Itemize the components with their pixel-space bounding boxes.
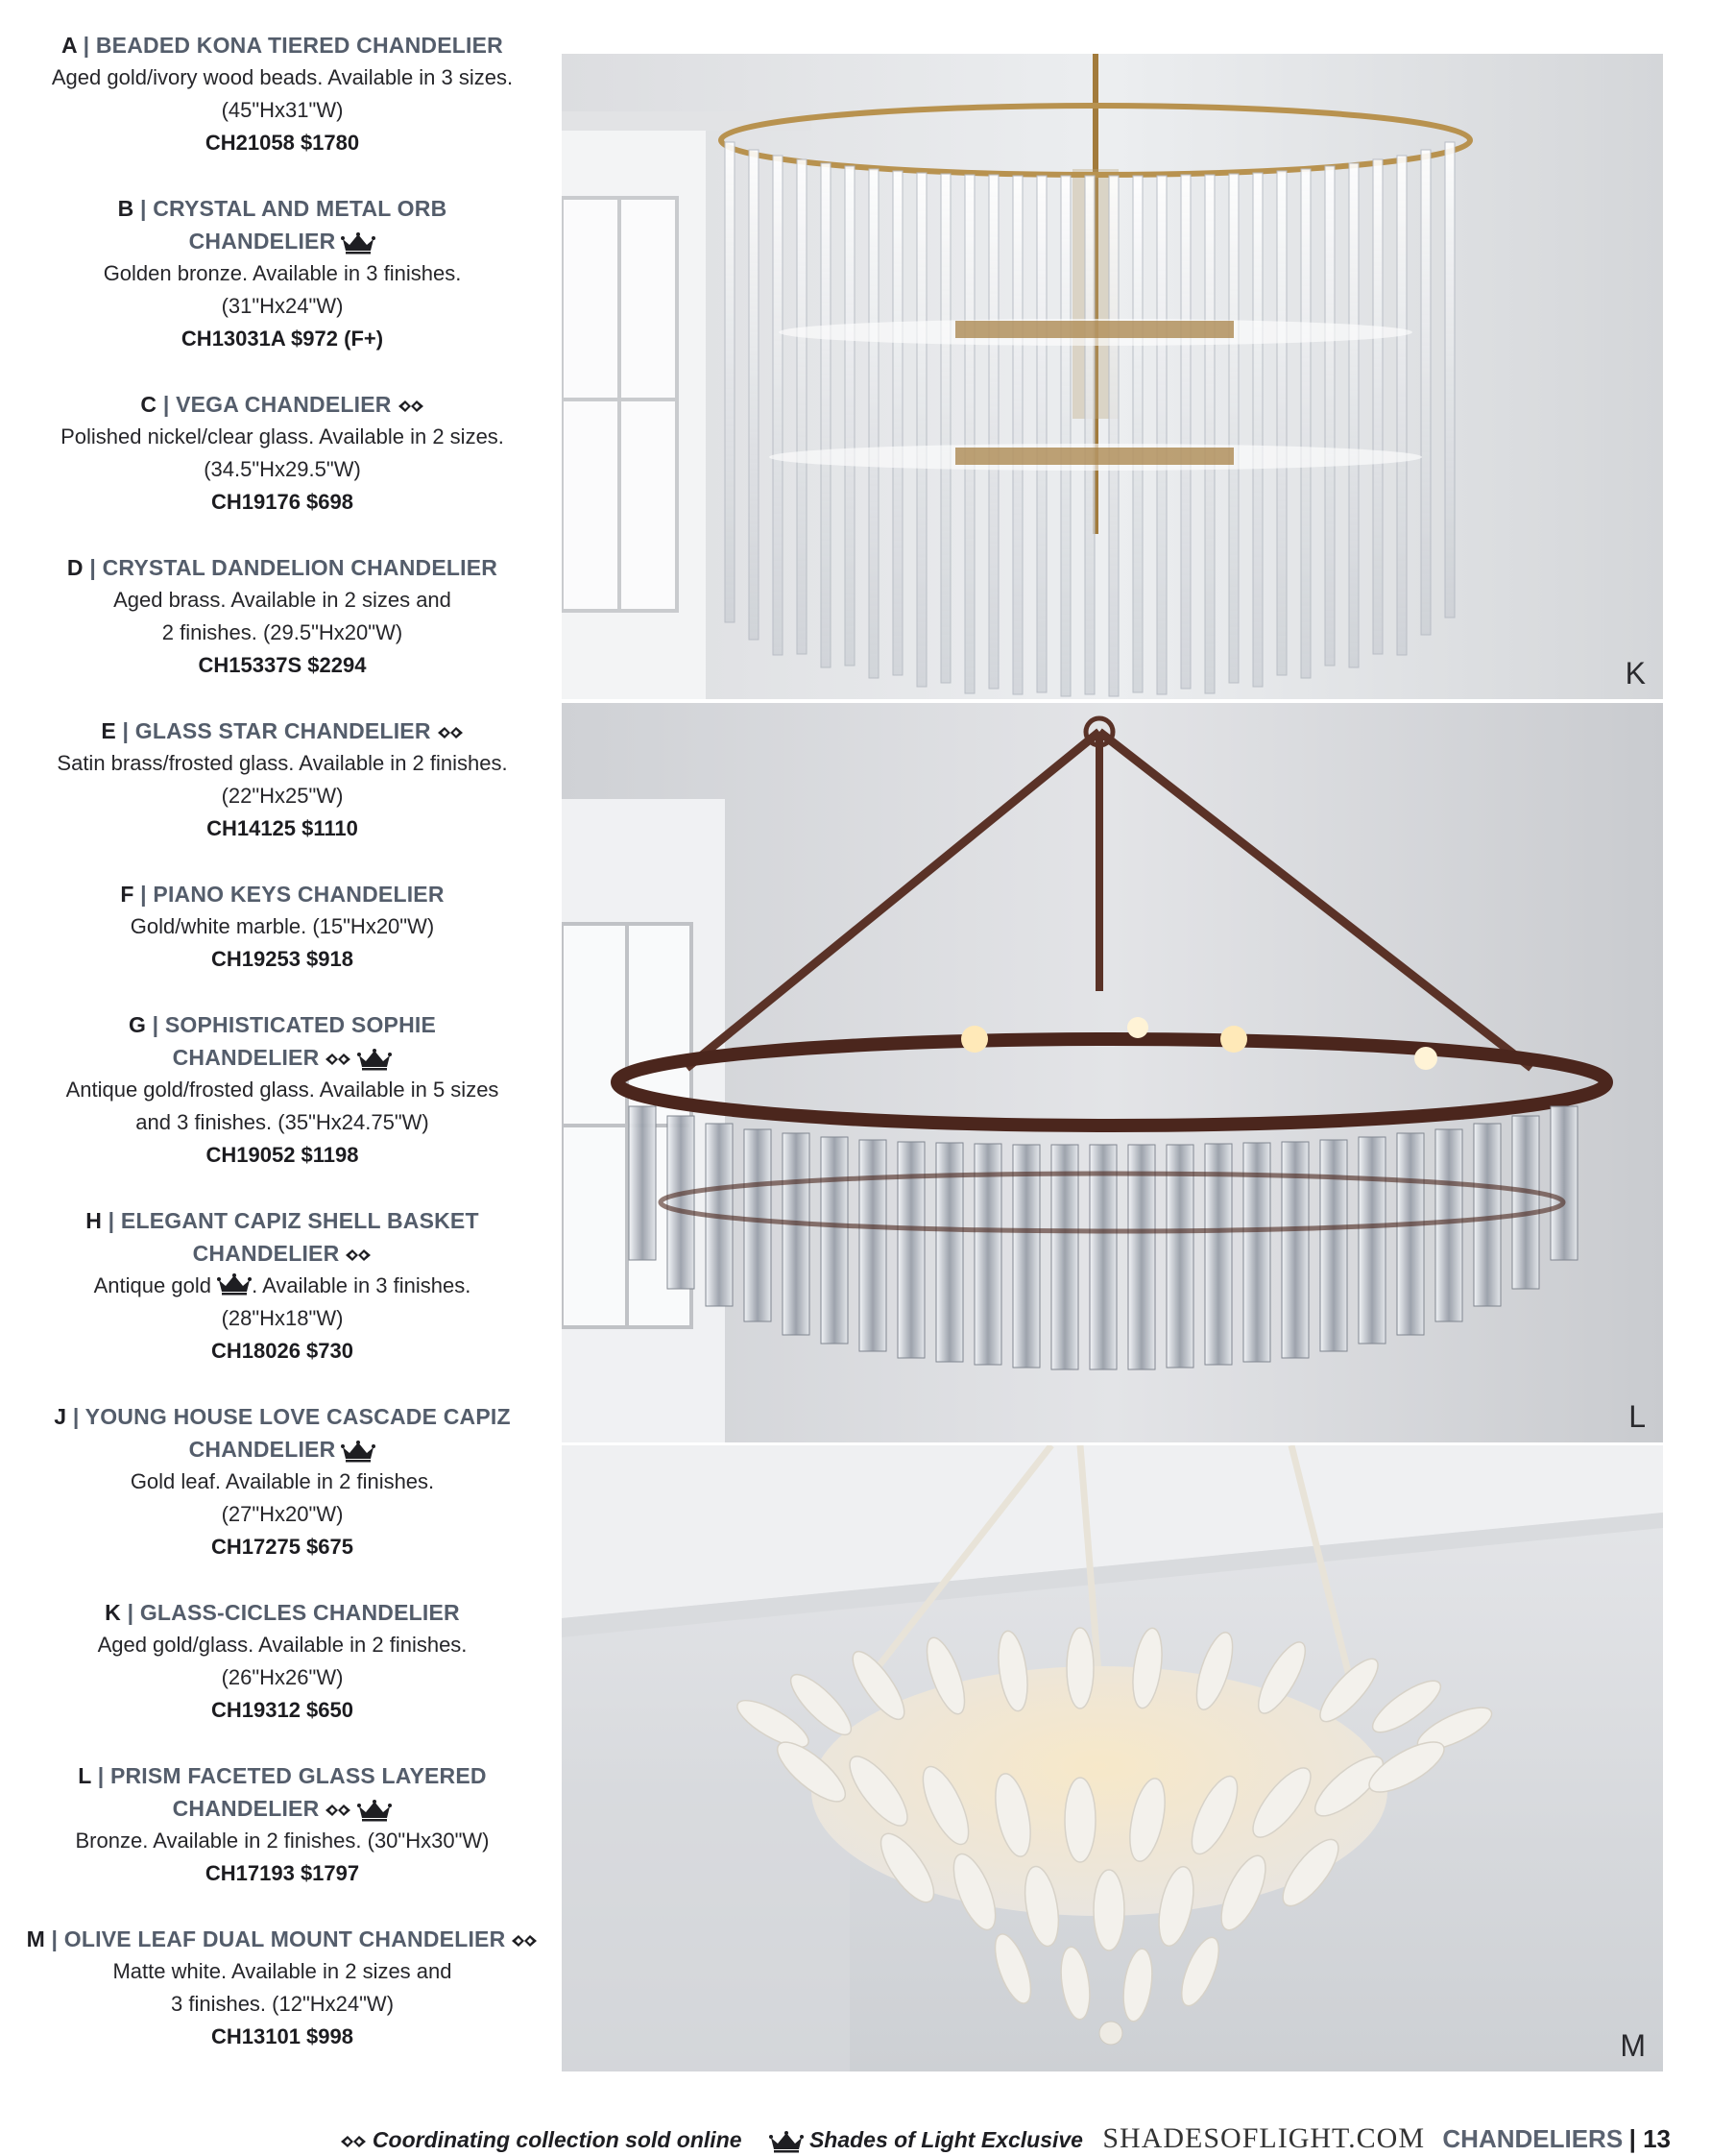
product-title: K | GLASS-CICLES CHANDELIER	[105, 1600, 460, 1625]
product-title-line2	[19, 1041, 545, 1074]
product-name: BEADED KONA TIERED CHANDELIER	[95, 33, 503, 58]
product-sku-price: CH15337S $2294	[198, 653, 367, 677]
product-e	[19, 715, 545, 845]
product-title: A | BEADED KONA TIERED CHANDELIER	[61, 33, 503, 58]
product-h	[19, 1204, 545, 1368]
product-name-line2: CHANDELIER	[188, 1437, 336, 1462]
product-letter: D	[66, 555, 84, 580]
product-dimensions: and 3 finishes. (35"Hx24.75"W)	[135, 1110, 429, 1134]
product-photo-l	[562, 703, 1663, 1442]
product-dimensions: (34.5"Hx29.5"W)	[204, 457, 361, 481]
photo-letter: L	[1628, 1399, 1646, 1434]
product-name: CRYSTAL DANDELION CHANDELIER	[102, 555, 498, 580]
product-c	[19, 388, 545, 519]
crown-icon	[357, 1048, 392, 1071]
product-l	[19, 1759, 545, 1890]
glass-chandelier-image	[562, 54, 1663, 699]
product-name-line2: CHANDELIER	[172, 1796, 320, 1821]
product-dimensions: (27"Hx20"W)	[221, 1502, 344, 1526]
coordinating-collection-icon	[511, 1933, 538, 1949]
product-description: Aged brass. Available in 2 sizes and	[113, 588, 451, 612]
coordinating-collection-icon	[437, 725, 464, 740]
product-sku-price: CH19253 $918	[210, 947, 353, 971]
product-description	[19, 1270, 545, 1302]
page-footer	[0, 2122, 1671, 2155]
product-sku-price: CH13031A $972 (F+)	[181, 327, 384, 351]
product-letter: C	[140, 392, 157, 417]
product-letter: A	[61, 33, 78, 58]
product-list	[19, 29, 545, 2053]
product-title-line2	[19, 1792, 545, 1825]
coordinating-legend: Coordinating collection sold online	[372, 2127, 742, 2152]
product-g	[19, 1008, 545, 1172]
product-description: Gold/white marble. (15"Hx20"W)	[130, 914, 435, 938]
product-name-line2: CHANDELIER	[172, 1045, 320, 1070]
product-name-line2: CHANDELIER	[188, 229, 336, 254]
product-letter: J	[54, 1404, 67, 1429]
product-k	[19, 1596, 545, 1727]
product-title-line2	[19, 225, 545, 257]
product-title: C | VEGA CHANDELIER	[19, 388, 545, 421]
product-name: GLASS-CICLES CHANDELIER	[139, 1600, 460, 1625]
photo-letter: M	[1620, 2028, 1646, 2063]
product-name-line2: CHANDELIER	[192, 1241, 340, 1266]
product-letter: F	[120, 882, 134, 907]
product-description: Golden bronze. Available in 3 finishes.	[103, 261, 462, 285]
crown-icon	[217, 1273, 252, 1297]
crown-icon	[357, 1799, 392, 1822]
product-name: YOUNG HOUSE LOVE CASCADE CAPIZ	[84, 1404, 511, 1429]
product-letter: L	[78, 1763, 92, 1788]
coordinating-collection-icon	[398, 399, 424, 414]
product-title-line2	[19, 1237, 545, 1270]
crown-icon	[341, 231, 375, 254]
product-description: Polished nickel/clear glass. Available in 2 sizes.	[60, 424, 504, 448]
coordinating-collection-icon	[325, 1803, 351, 1818]
product-sku-price: CH17193 $1797	[205, 1861, 360, 1885]
product-name: CRYSTAL AND METAL ORB	[153, 196, 447, 221]
coordinating-collection-icon	[345, 1248, 372, 1263]
product-photo-m	[562, 1445, 1663, 2071]
product-title: F | PIANO KEYS CHANDELIER	[120, 882, 445, 907]
exclusive-legend: Shades of Light Exclusive	[808, 2127, 1083, 2152]
crown-icon	[341, 1440, 375, 1463]
section-name: CHANDELIERS	[1442, 2124, 1624, 2153]
product-photo-k	[562, 54, 1663, 699]
product-a	[19, 29, 545, 159]
product-m	[19, 1923, 545, 2053]
leaf-chandelier-image	[562, 1445, 1663, 2071]
crystal-chandelier-image	[562, 703, 1663, 1442]
product-title: E | GLASS STAR CHANDELIER	[19, 715, 545, 747]
product-description-start: Antique gold	[93, 1273, 218, 1297]
product-name: PRISM FACETED GLASS LAYERED	[109, 1763, 487, 1788]
product-title: H | ELEGANT CAPIZ SHELL BASKET	[85, 1208, 479, 1233]
product-title: B | CRYSTAL AND METAL ORB	[117, 196, 447, 221]
product-description: Antique gold/frosted glass. Available in 5 sizes	[65, 1078, 499, 1102]
product-description: Matte white. Available in 2 sizes and	[112, 1959, 452, 1983]
product-description: Gold leaf. Available in 2 finishes.	[130, 1469, 435, 1493]
product-dimensions: (22"Hx25"W)	[221, 784, 344, 808]
page-number-separator: |	[1628, 2124, 1644, 2153]
product-j	[19, 1400, 545, 1563]
product-b	[19, 192, 545, 355]
product-title: D | CRYSTAL DANDELION CHANDELIER	[66, 555, 498, 580]
product-sku-price: CH21058 $1780	[205, 131, 360, 155]
product-name: VEGA CHANDELIER	[176, 392, 392, 417]
coordinating-collection-icon	[325, 1052, 351, 1067]
product-description: Satin brass/frosted glass. Available in 2 finishes.	[57, 751, 508, 775]
photo-letter: K	[1625, 656, 1646, 690]
website-url: SHADESOFLIGHT.COM	[1102, 2122, 1425, 2154]
product-title: G | SOPHISTICATED SOPHIE	[128, 1012, 437, 1037]
product-description-end: . Available in 3 finishes.	[252, 1273, 471, 1297]
product-dimensions: 3 finishes. (12"Hx24"W)	[170, 1992, 395, 2016]
product-d	[19, 551, 545, 682]
product-sku-price: CH19312 $650	[210, 1698, 353, 1722]
product-title-line2	[19, 1433, 545, 1466]
crown-icon	[769, 2130, 804, 2153]
product-letter: M	[26, 1926, 45, 1951]
product-dimensions: (45"Hx31"W)	[221, 98, 344, 122]
product-sku-price: CH18026 $730	[210, 1339, 353, 1363]
product-letter: K	[105, 1600, 121, 1625]
product-sku-price: CH19052 $1198	[205, 1143, 359, 1167]
product-title: L | PRISM FACETED GLASS LAYERED	[78, 1763, 487, 1788]
product-name: SOPHISTICATED SOPHIE	[164, 1012, 437, 1037]
product-sku-price: CH13101 $998	[210, 2024, 353, 2048]
product-letter: B	[117, 196, 134, 221]
product-letter: E	[101, 718, 116, 743]
product-dimensions: (28"Hx18"W)	[221, 1306, 344, 1330]
product-description: Bronze. Available in 2 finishes. (30"Hx30"W)	[75, 1829, 490, 1853]
product-letter: G	[128, 1012, 147, 1037]
product-sku-price: CH14125 $1110	[206, 816, 358, 840]
product-dimensions: (26"Hx26"W)	[221, 1665, 344, 1689]
product-dimensions: 2 finishes. (29.5"Hx20"W)	[161, 620, 403, 644]
product-description: Aged gold/ivory wood beads. Available in 3 sizes.	[51, 65, 514, 89]
product-name: ELEGANT CAPIZ SHELL BASKET	[120, 1208, 479, 1233]
product-description: Aged gold/glass. Available in 2 finishes.	[97, 1633, 468, 1657]
product-name: OLIVE LEAF DUAL MOUNT CHANDELIER	[63, 1926, 506, 1951]
product-title: M | OLIVE LEAF DUAL MOUNT CHANDELIER	[19, 1923, 545, 1955]
product-name: PIANO KEYS CHANDELIER	[153, 882, 445, 907]
coordinating-collection-icon	[340, 2134, 367, 2149]
product-f	[19, 878, 545, 976]
page-number: 13	[1643, 2124, 1671, 2153]
product-title: J | YOUNG HOUSE LOVE CASCADE CAPIZ	[54, 1404, 511, 1429]
product-name: GLASS STAR CHANDELIER	[134, 718, 431, 743]
product-sku-price: CH19176 $698	[210, 490, 353, 514]
product-sku-price: CH17275 $675	[210, 1535, 353, 1559]
product-dimensions: (31"Hx24"W)	[221, 294, 344, 318]
product-letter: H	[85, 1208, 103, 1233]
